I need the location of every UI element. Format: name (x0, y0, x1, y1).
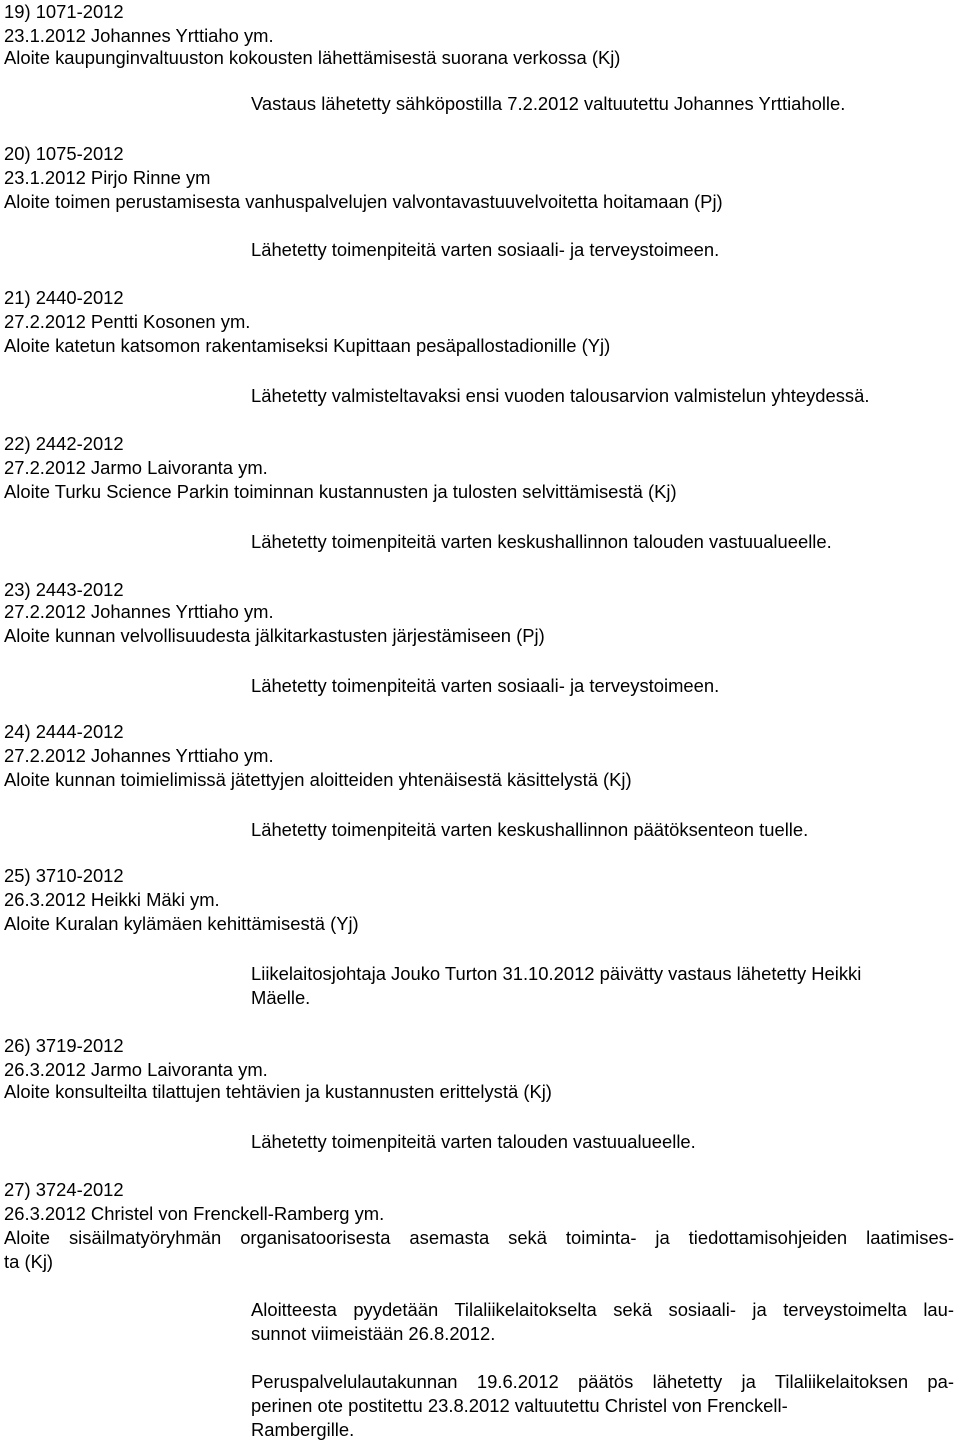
initiative-response: Lähetetty toimenpiteitä varten talouden vastuualueelle. (251, 1131, 696, 1152)
initiative-response-followup: Peruspalvelulautakunnan 19.6.2012 päätös lähetetty ja Tilaliikelaitoksen pa- (251, 1371, 954, 1392)
initiative-title: Aloite Turku Science Parkin toiminnan kustannusten ja tulosten selvittämisestä (Kj) (4, 481, 677, 502)
initiative-number: 19) 1071-2012 (4, 1, 124, 22)
initiative-date-author: 23.1.2012 Johannes Yrttiaho ym. (4, 25, 274, 46)
initiative-number: 26) 3719-2012 (4, 1035, 124, 1056)
initiative-date-author: 26.3.2012 Heikki Mäki ym. (4, 889, 220, 910)
initiative-response: Lähetetty valmisteltavaksi ensi vuoden talousarvion valmistelun yhteydessä. (251, 385, 870, 406)
initiative-number: 25) 3710-2012 (4, 865, 124, 886)
initiative-title: ta (Kj) (4, 1251, 54, 1272)
initiative-title: Aloite kunnan velvollisuudesta jälkitarkastusten järjestämiseen (Pj) (4, 625, 545, 646)
initiative-title: Aloite toimen perustamisesta vanhuspalvelujen valvontavastuuvelvoitetta hoitamaan (Pj) (4, 191, 723, 212)
initiative-title: Aloite kaupunginvaltuuston kokousten lähettämisestä suorana verkossa (Kj) (4, 47, 621, 68)
initiative-title: Aloite katetun katsomon rakentamiseksi Kupittaan pesäpallostadionille (Yj) (4, 335, 611, 356)
initiative-title: Aloite kunnan toimielimissä jätettyjen aloitteiden yhtenäisestä käsittelystä (Kj) (4, 769, 632, 790)
initiative-response: Mäelle. (251, 987, 311, 1008)
initiative-number: 22) 2442-2012 (4, 433, 124, 454)
initiative-date-author: 26.3.2012 Christel von Frenckell-Ramberg ym. (4, 1203, 385, 1224)
initiative-number: 23) 2443-2012 (4, 579, 124, 600)
initiative-response: Lähetetty toimenpiteitä varten sosiaali- ja terveystoimeen. (251, 675, 720, 696)
initiative-title: Aloite konsulteilta tilattujen tehtävien ja kustannusten erittelystä (Kj) (4, 1081, 552, 1102)
initiative-response: Lähetetty toimenpiteitä varten keskushallinnon talouden vastuualueelle. (251, 531, 832, 552)
initiative-response: Aloitteesta pyydetään Tilaliikelaitokselta sekä sosiaali- ja terveystoimelta lau- (251, 1299, 954, 1320)
initiative-response: sunnot viimeistään 26.8.2012. (251, 1323, 496, 1344)
initiative-response-followup: Rambergille. (251, 1419, 355, 1440)
initiative-response: Vastaus lähetetty sähköpostilla 7.2.2012 valtuutettu Johannes Yrttiaholle. (251, 93, 846, 114)
initiative-date-author: 27.2.2012 Jarmo Laivoranta ym. (4, 457, 268, 478)
initiative-date-author: 23.1.2012 Pirjo Rinne ym (4, 167, 211, 188)
initiative-date-author: 26.3.2012 Jarmo Laivoranta ym. (4, 1059, 268, 1080)
initiative-date-author: 27.2.2012 Johannes Yrttiaho ym. (4, 745, 274, 766)
initiative-response: Lähetetty toimenpiteitä varten sosiaali- ja terveystoimeen. (251, 239, 720, 260)
initiative-date-author: 27.2.2012 Johannes Yrttiaho ym. (4, 601, 274, 622)
initiative-number: 24) 2444-2012 (4, 721, 124, 742)
initiative-number: 20) 1075-2012 (4, 143, 124, 164)
initiative-title: Aloite sisäilmatyöryhmän organisatoorisesta asemasta sekä toiminta- ja tiedottamisohjeiden laatimises- (4, 1227, 954, 1248)
initiative-response: Liikelaitosjohtaja Jouko Turton 31.10.2012 päivätty vastaus lähetetty Heikki (251, 963, 862, 984)
initiative-response-followup: perinen ote postitettu 23.8.2012 valtuutettu Christel von Frenckell- (251, 1395, 788, 1416)
initiative-date-author: 27.2.2012 Pentti Kosonen ym. (4, 311, 251, 332)
initiative-number: 27) 3724-2012 (4, 1179, 124, 1200)
initiative-response: Lähetetty toimenpiteitä varten keskushallinnon päätöksenteon tuelle. (251, 819, 809, 840)
initiative-number: 21) 2440-2012 (4, 287, 124, 308)
initiative-title: Aloite Kuralan kylämäen kehittämisestä (Yj) (4, 913, 359, 934)
